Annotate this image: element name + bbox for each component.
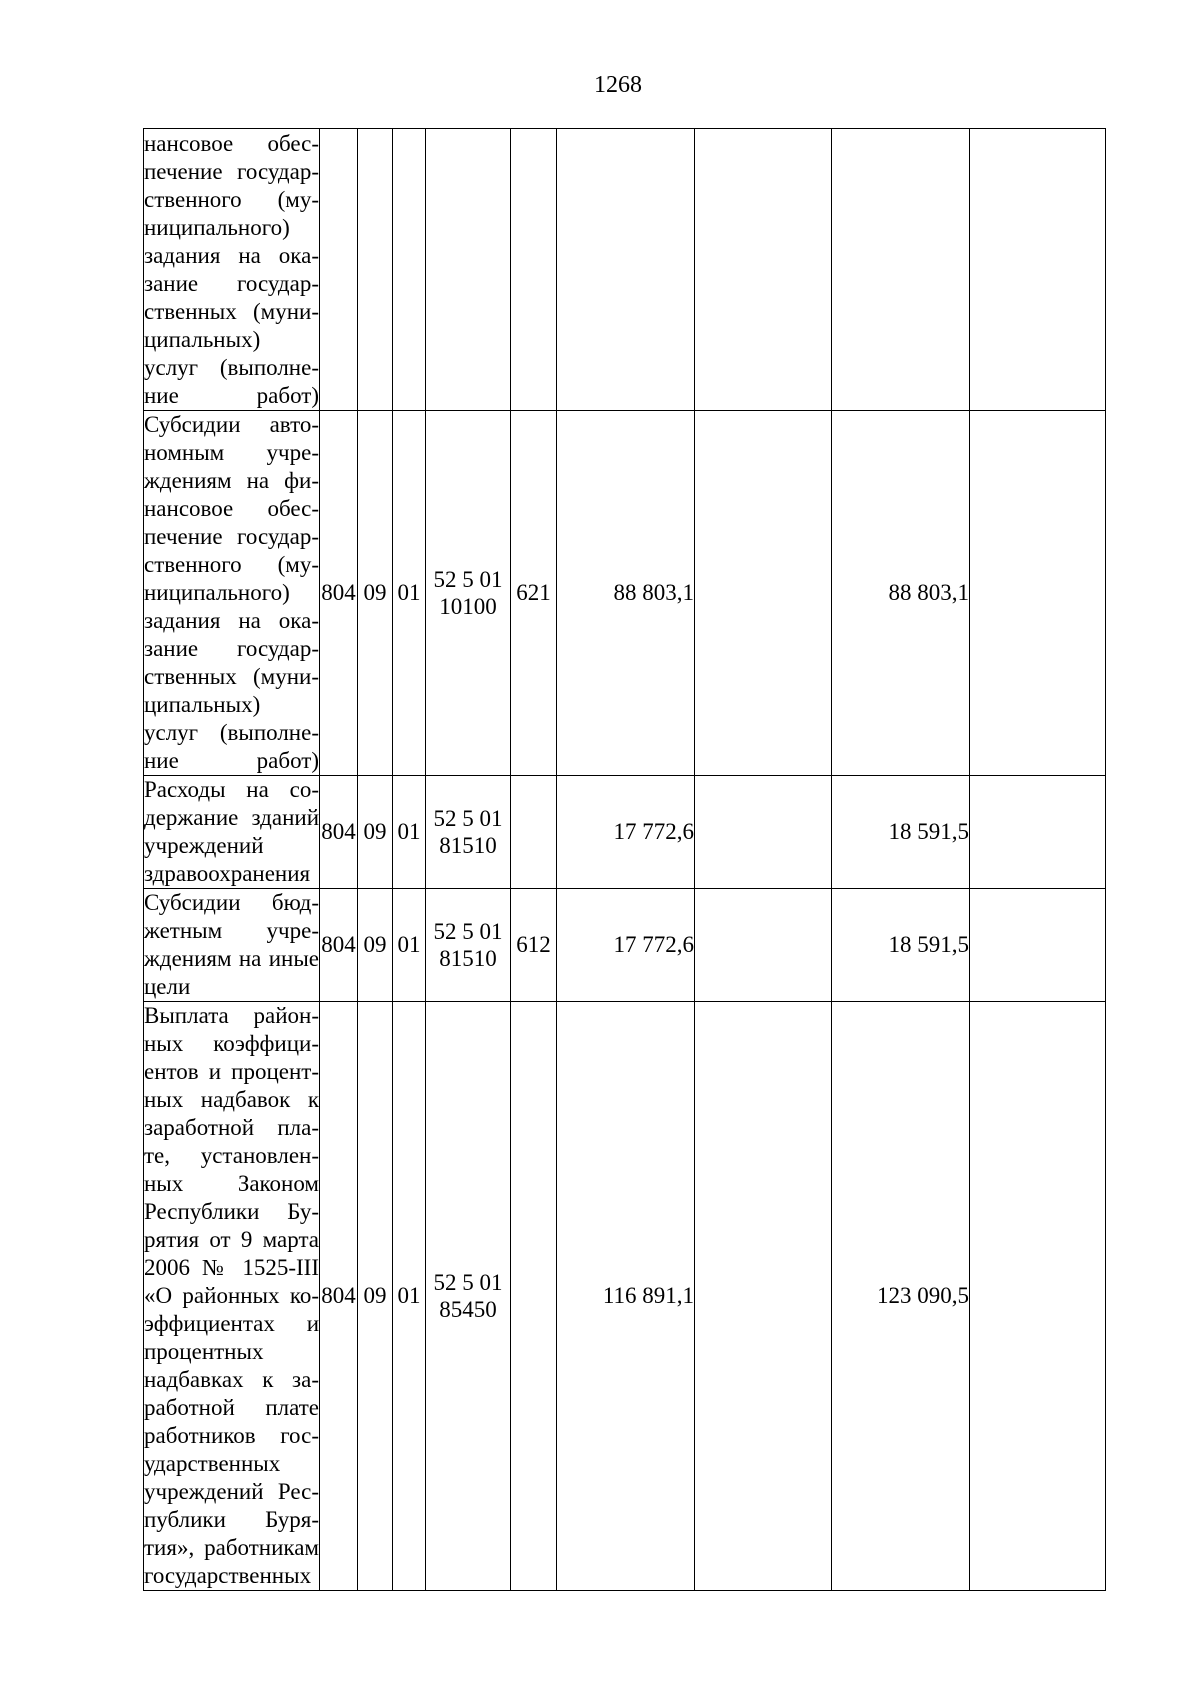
csr-code-cell (426, 1002, 511, 1591)
amount-cell-4 (970, 1002, 1106, 1591)
row-name-line: ных надбавок к (144, 1087, 319, 1112)
page-number: 1268 (594, 72, 642, 98)
row-name-line: Республики Бу- (144, 1199, 319, 1224)
row-name-line: нансовое обес- (144, 130, 319, 156)
row-name-line: ниципального) (144, 580, 290, 605)
row-name-line: заработной пла- (144, 1115, 319, 1140)
csr-code-line: 81510 (439, 833, 497, 858)
row-name-line: государственных (144, 1563, 312, 1588)
csr-code-cell (426, 411, 511, 776)
row-name-line: публики Буря- (144, 1507, 319, 1532)
row-name-line: печение государ- (144, 524, 319, 549)
rz-code-cell (358, 129, 393, 411)
amount-cell-3 (832, 129, 970, 411)
rz-code-cell: 09 (358, 776, 393, 889)
row-name-line: эффициентах и (144, 1311, 319, 1336)
row-name-line: Расходы на со- (144, 777, 319, 802)
amount-cell-3: 123 090,5 (832, 1002, 970, 1591)
row-name-cell (144, 129, 320, 411)
vr-code-cell (511, 129, 557, 411)
amount-cell-1 (557, 129, 695, 411)
row-name-line: Выплата район- (144, 1003, 319, 1028)
row-name-cell (144, 411, 320, 776)
csr-code-line: 52 5 01 (433, 1270, 503, 1295)
row-name-cell (144, 1002, 320, 1591)
row-name-line: зание государ- (144, 270, 319, 296)
row-name-line: ждениям на иные (144, 946, 319, 971)
csr-code-cell (426, 776, 511, 889)
csr-code-line: 52 5 01 (433, 567, 503, 592)
csr-code-line: 52 5 01 (433, 919, 503, 944)
row-name-line: ние работ) (144, 382, 319, 408)
amount-cell-4 (970, 411, 1106, 776)
csr-code-line: 85450 (439, 1297, 497, 1322)
rz-code-cell: 09 (358, 411, 393, 776)
rz-code-cell: 09 (358, 889, 393, 1002)
row-name-line: 2006 № 1525-III (144, 1255, 319, 1280)
amount-cell-1: 17 772,6 (557, 889, 695, 1002)
amount-cell-4 (970, 129, 1106, 411)
csr-code-line: 81510 (439, 946, 497, 971)
table-row (144, 129, 1106, 411)
row-name-line: услуг (выполне- (144, 354, 319, 380)
row-name-line: процентных (144, 1339, 264, 1364)
row-name-line: те, установлен- (144, 1143, 319, 1168)
row-name-line: задания на ока- (144, 242, 319, 268)
amount-cell-2 (695, 129, 832, 411)
row-name-line: ниципального) (144, 214, 290, 240)
vr-code-cell: 612 (511, 889, 557, 1002)
amount-cell-4 (970, 889, 1106, 1002)
row-name-line: ных коэффици- (144, 1031, 319, 1056)
amount-cell-1: 116 891,1 (557, 1002, 695, 1591)
row-name-line: услуг (выполне- (144, 720, 319, 745)
row-name-line: учреждений Рес- (144, 1479, 319, 1504)
amount-cell-3: 18 591,5 (832, 776, 970, 889)
row-name-line: работников гос- (144, 1423, 319, 1448)
row-name-line: «О районных ко- (144, 1283, 319, 1308)
row-name-line: ственного (му- (144, 186, 319, 212)
pr-code-cell (393, 129, 426, 411)
row-name-line: номным учре- (144, 440, 319, 465)
budget-table (143, 128, 1106, 1591)
row-name-line: работной плате (144, 1395, 319, 1420)
row-name-cell (144, 776, 320, 889)
row-name-cell (144, 889, 320, 1002)
row-name-line: ние работ) (144, 748, 319, 773)
row-name-line: нансовое обес- (144, 496, 319, 521)
ved-code-cell: 804 (320, 411, 358, 776)
row-name-line: здравоохранения (144, 861, 311, 886)
amount-cell-2 (695, 776, 832, 889)
ved-code-cell: 804 (320, 1002, 358, 1591)
ved-code-cell: 804 (320, 776, 358, 889)
row-name-line: держание зданий (144, 805, 319, 830)
csr-code-cell (426, 129, 511, 411)
row-name-line: Субсидии бюд- (144, 890, 319, 915)
row-name-line: ентов и процент- (144, 1059, 319, 1084)
row-name-line: ципальных) (144, 692, 261, 717)
amount-cell-1: 88 803,1 (557, 411, 695, 776)
vr-code-cell: 621 (511, 411, 557, 776)
row-name-line: ственных (муни- (144, 298, 319, 324)
table-row (144, 1002, 1106, 1591)
table-row (144, 411, 1106, 776)
pr-code-cell: 01 (393, 889, 426, 1002)
row-name-line: надбавках к за- (144, 1367, 319, 1392)
rz-code-cell: 09 (358, 1002, 393, 1591)
row-name-line: Субсидии авто- (144, 412, 319, 437)
row-name-line: ципальных) (144, 326, 261, 352)
amount-cell-4 (970, 776, 1106, 889)
table-row (144, 889, 1106, 1002)
amount-cell-2 (695, 889, 832, 1002)
row-name-line: зание государ- (144, 636, 319, 661)
table-row (144, 776, 1106, 889)
row-name-line: задания на ока- (144, 608, 319, 633)
row-name-line: учреждений (144, 833, 264, 858)
csr-code-line: 10100 (439, 594, 497, 619)
row-name-line: ных Законом (144, 1171, 319, 1196)
amount-cell-3: 18 591,5 (832, 889, 970, 1002)
amount-cell-3: 88 803,1 (832, 411, 970, 776)
vr-code-cell (511, 776, 557, 889)
pr-code-cell: 01 (393, 1002, 426, 1591)
row-name-line: жетным учре- (144, 918, 319, 943)
ved-code-cell (320, 129, 358, 411)
row-name-line: рятия от 9 марта (144, 1227, 319, 1252)
csr-code-cell (426, 889, 511, 1002)
row-name-line: ственного (му- (144, 552, 319, 577)
row-name-line: печение государ- (144, 158, 319, 184)
amount-cell-2 (695, 1002, 832, 1591)
row-name-line: ждениям на фи- (144, 468, 319, 493)
ved-code-cell: 804 (320, 889, 358, 1002)
row-name-line: ударственных (144, 1451, 281, 1476)
amount-cell-1: 17 772,6 (557, 776, 695, 889)
pr-code-cell: 01 (393, 411, 426, 776)
pr-code-cell: 01 (393, 776, 426, 889)
csr-code-line: 52 5 01 (433, 806, 503, 831)
vr-code-cell (511, 1002, 557, 1591)
row-name-line: цели (144, 974, 191, 999)
row-name-line: ственных (муни- (144, 664, 319, 689)
row-name-line: тия», работникам (144, 1535, 319, 1560)
amount-cell-2 (695, 411, 832, 776)
